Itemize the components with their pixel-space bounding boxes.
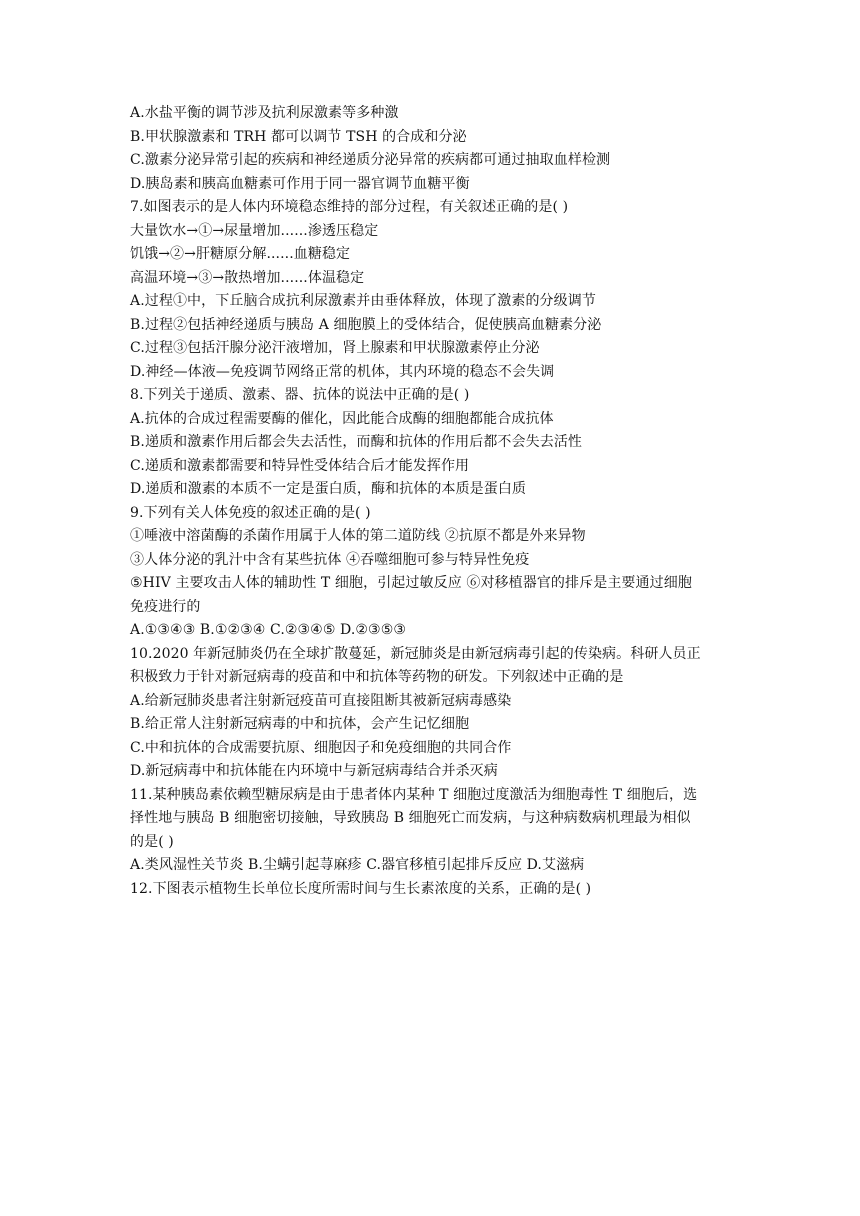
question-10-option-b: B.给正常人注射新冠病毒的中和抗体，会产生记忆细胞 [130,716,470,732]
question-9-statements-3: ⑤HIV 主要攻击人体的辅助性 T 细胞，引起过敏反应 ⑥对移植器官的排斥是主要通过细胞 [130,575,692,591]
question-10-stem-1: 10.2020 年新冠肺炎仍在全球扩散蔓延，新冠肺炎是由新冠病毒引起的传染病。科研人员正 [130,645,701,662]
question-7-process-3: 高温环境→③→散热增加......体温稳定 [130,269,365,286]
question-8-option-a: A.抗体的合成过程需要酶的催化，因此能合成酶的细胞都能合成抗体 [130,410,554,427]
question-9-options: A.①③④③ B.①②③④ C.②③④⑤ D.②③⑤③ [130,622,407,638]
question-7-option-c: C.过程③包括汗腺分泌汗液增加，肾上腺素和甲状腺激素停止分泌 [130,340,540,356]
question-11-options: A.类风湿性关节炎 B.尘螨引起荨麻疹 C.器官移植引起排斥反应 D.艾滋病 [130,857,585,873]
question-7-option-b: B.过程②包括神经递质与胰岛 A 细胞膜上的受体结合，促使胰高血糖素分泌 [130,316,602,333]
question-10-stem-2: 积极致力于针对新冠病毒的疫苗和中和抗体等药物的研发。下列叙述中正确的是 [130,669,624,685]
question-9-stem: 9.下列有关人体免疫的叙述正确的是( ) [130,504,371,521]
question-7-process-2: 饥饿→②→肝糖原分解......血糖稳定 [130,246,351,262]
question-7-process-1: 大量饮水→①→尿量增加......渗透压稳定 [130,222,379,239]
option-a-line: A.水盐平衡的调节涉及抗利尿激素等多种激 [130,105,399,121]
question-9-statements-1: ①唾液中溶菌酶的杀菌作用属于人体的第二道防线 ②抗原不都是外来异物 [130,528,586,544]
question-9-statements-2: ③人体分泌的乳汁中含有某些抗体 ④吞噬细胞可参与特异性免疫 [130,551,530,568]
question-7-option-d: D.神经—体液—免疫调节网络正常的机体，其内环境的稳态不会失调 [130,363,555,380]
question-9-statements-4: 免疫进行的 [130,598,201,615]
option-b-line: B.甲状腺激素和 TRH 都可以调节 TSH 的合成和分泌 [130,128,467,145]
question-8-stem: 8.下列关于递质、激素、器、抗体的说法中正确的是( ) [130,387,470,403]
question-8-option-d: D.递质和激素的本质不一定是蛋白质，酶和抗体的本质是蛋白质 [130,481,527,497]
question-7-stem: 7.如图表示的是人体内环境稳态维持的部分过程，有关叙述正确的是( ) [130,199,569,215]
option-d-line: D.胰岛素和胰高血糖素可作用于同一器官调节血糖平衡 [130,175,470,192]
question-10-option-d: D.新冠病毒中和抗体能在内环境中与新冠病毒结合并杀灭病 [130,763,498,779]
question-11-stem-2: 择性地与胰岛 B 细胞密切接触，导致胰岛 B 细胞死亡而发病，与这种病数病机理最为相似 [130,810,691,826]
question-11-stem-1: 11.某种胰岛素依赖型糖尿病是由于患者体内某种 T 细胞过度激活为细胞毒性 T 细胞后，选 [130,786,698,803]
question-8-option-c: C.递质和激素都需要和特异性受体结合后才能发挥作用 [130,457,470,474]
question-8-option-b: B.递质和激素作用后都会失去活性，而酶和抗体的作用后都不会失去活性 [130,434,583,450]
document-page [130,102,734,901]
question-10-option-a: A.给新冠肺炎患者注射新冠疫苗可直接阻断其被新冠病毒感染 [130,692,512,709]
question-10-option-c: C.中和抗体的合成需要抗原、细胞因子和免疫细胞的共同合作 [130,739,512,756]
question-12-stem: 12.下图表示植物生长单位长度所需时间与生长素浓度的关系，正确的是( ) [130,880,592,897]
question-7-option-a: A.过程①中，下丘脑合成抗利尿激素并由垂体释放，体现了激素的分级调节 [130,293,596,309]
question-11-stem-3: 的是( ) [130,833,174,850]
option-c-line: C.激素分泌异常引起的疾病和神经递质分泌异常的疾病都可通过抽取血样检测 [130,152,611,168]
